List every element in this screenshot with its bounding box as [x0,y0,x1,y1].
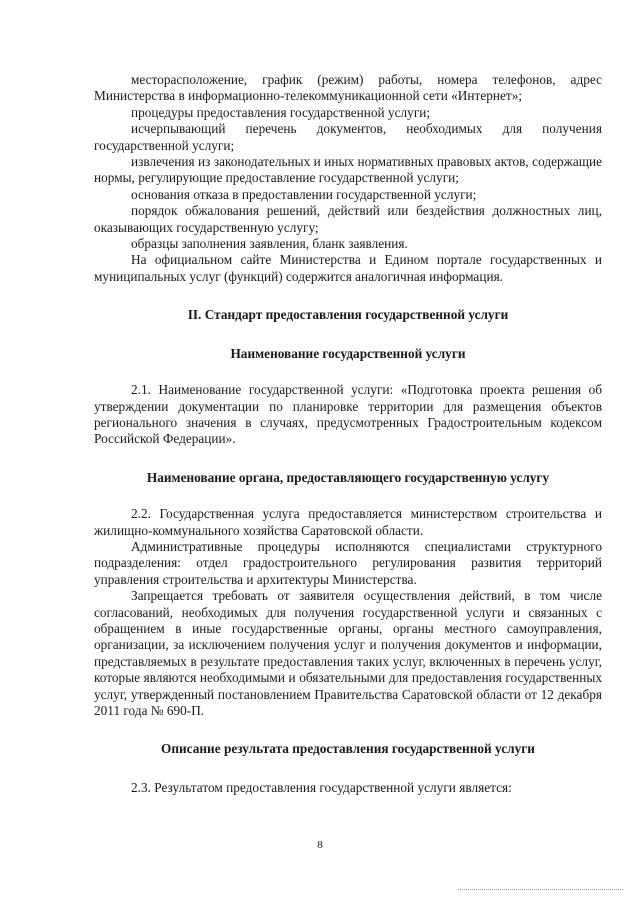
paragraph: исчерпывающий перечень документов, необходимых для получения государственной услуги; [94,121,602,153]
section-title: II. Стандарт предоставления государственной услуги [187,307,509,323]
scan-artifact [458,889,623,891]
subsection-title: Описание результата предоставления государственной услуги [161,741,535,757]
paragraph-2-1: 2.1. Наименование государственной услуги: «Подготовка проекта решения об утверждении документации по планировке территории для размещения объектов регионального значения в случаях, предусмотренных Градостроительным кодексом Российской Федерации». [94,382,602,447]
paragraph: извлечения из законодательных и иных нормативных правовых актов, содержащие нормы, регулирующие предоставление государственной услуги; [94,154,602,186]
paragraph: месторасположение, график (режим) работы, номера телефонов, адрес Министерства в информационно-телекоммуникационной сети «Интернет»; [94,72,602,104]
paragraph: основания отказа в предоставлении государственной услуги; [131,186,477,202]
paragraph: процедуры предоставления государственной услуги; [131,104,431,120]
paragraph-2-2: 2.2. Государственная услуга предоставляется министерством строительства и жилищно-коммунального хозяйства Саратовской области. [94,506,602,538]
paragraph: порядок обжалования решений, действий или бездействия должностных лиц, оказывающих государственную услугу; [94,203,602,235]
paragraph: На официальном сайте Министерства и Едином портале государственных и муниципальных услуг (функций) содержится аналогичная информация. [94,252,602,284]
paragraph: Запрещается требовать от заявителя осуществления действий, в том числе согласований, необходимых для получения государственной услуги и связанных с обращением в иные государственные органы, органы местного самоуправления, организации, за исключением получения услуг и получения документов и информации, представляемых в результате предоставления таких услуг, включенных в перечень услуг, которые являются необходимыми и обязательными для предоставления государственных услуг, утвержденный постановлением Правительства Саратовской области от 12 декабря 2011 года № 690-П. [94,588,602,718]
paragraph: Административные процедуры исполняются специалистами структурного подразделения: отдел градостроительного регулирования развития территорий управления строительства и архитектуры Министерства. [94,538,602,587]
subsection-title: Наименование органа, предоставляющего государственную услугу [146,469,550,485]
paragraph-2-3: 2.3. Результатом предоставления государственной услуги является: [131,779,512,795]
page-number: 8 [317,839,323,851]
subsection-title: Наименование государственной услуги [230,345,466,361]
document-page [94,72,602,796]
paragraph: образцы заполнения заявления, бланк заявления. [131,236,408,252]
